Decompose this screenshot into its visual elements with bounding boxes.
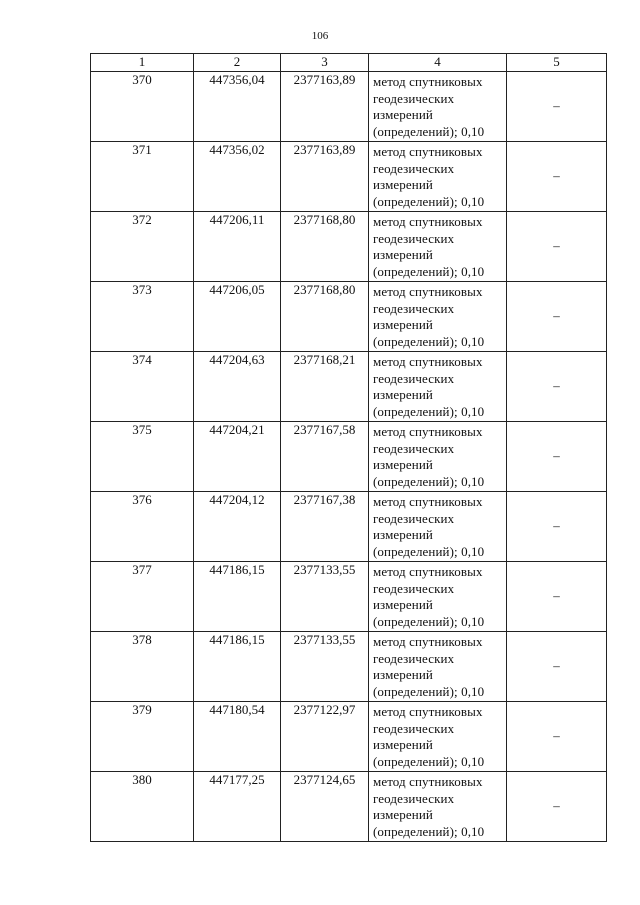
method-cell: метод спутниковых геодезических измерений (определений); 0,10	[369, 562, 507, 632]
y-coordinate-cell: 2377133,55	[281, 632, 369, 702]
table-row	[91, 492, 607, 562]
x-coordinate-cell: 447356,04	[194, 72, 281, 142]
page-number: 106	[311, 30, 329, 42]
y-coordinate-cell: 2377168,21	[281, 352, 369, 422]
point-number-cell: 370	[91, 72, 194, 142]
y-coordinate-cell: 2377168,80	[281, 282, 369, 352]
table-row	[91, 212, 607, 282]
method-cell: метод спутниковых геодезических измерений (определений); 0,10	[369, 632, 507, 702]
method-cell: метод спутниковых геодезических измерений (определений); 0,10	[369, 492, 507, 562]
method-cell: метод спутниковых геодезических измерений (определений); 0,10	[369, 702, 507, 772]
coordinates-table	[90, 53, 607, 842]
method-cell: метод спутниковых геодезических измерений (определений); 0,10	[369, 422, 507, 492]
point-number-cell: 380	[91, 772, 194, 842]
note-cell: –	[507, 772, 607, 842]
x-coordinate-cell: 447356,02	[194, 142, 281, 212]
point-number-cell: 372	[91, 212, 194, 282]
note-cell: –	[507, 212, 607, 282]
table-row	[91, 702, 607, 772]
table-row	[91, 282, 607, 352]
point-number-cell: 371	[91, 142, 194, 212]
table-row	[91, 632, 607, 702]
note-cell: –	[507, 702, 607, 772]
note-cell: –	[507, 282, 607, 352]
method-cell: метод спутниковых геодезических измерений (определений); 0,10	[369, 72, 507, 142]
table-header-row	[91, 54, 607, 72]
x-coordinate-cell: 447206,05	[194, 282, 281, 352]
point-number-cell: 379	[91, 702, 194, 772]
note-cell: –	[507, 562, 607, 632]
column-header-5: 5	[507, 54, 607, 72]
x-coordinate-cell: 447186,15	[194, 632, 281, 702]
method-cell: метод спутниковых геодезических измерений (определений); 0,10	[369, 772, 507, 842]
x-coordinate-cell: 447177,25	[194, 772, 281, 842]
column-header-3: 3	[281, 54, 369, 72]
y-coordinate-cell: 2377124,65	[281, 772, 369, 842]
note-cell: –	[507, 422, 607, 492]
y-coordinate-cell: 2377163,89	[281, 142, 369, 212]
table-row	[91, 562, 607, 632]
x-coordinate-cell: 447206,11	[194, 212, 281, 282]
note-cell: –	[507, 492, 607, 562]
note-cell: –	[507, 352, 607, 422]
point-number-cell: 373	[91, 282, 194, 352]
method-cell: метод спутниковых геодезических измерений (определений); 0,10	[369, 142, 507, 212]
table-row	[91, 772, 607, 842]
method-cell: метод спутниковых геодезических измерений (определений); 0,10	[369, 282, 507, 352]
point-number-cell: 377	[91, 562, 194, 632]
y-coordinate-cell: 2377163,89	[281, 72, 369, 142]
y-coordinate-cell: 2377122,97	[281, 702, 369, 772]
note-cell: –	[507, 142, 607, 212]
y-coordinate-cell: 2377167,58	[281, 422, 369, 492]
point-number-cell: 375	[91, 422, 194, 492]
point-number-cell: 376	[91, 492, 194, 562]
method-cell: метод спутниковых геодезических измерений (определений); 0,10	[369, 352, 507, 422]
x-coordinate-cell: 447186,15	[194, 562, 281, 632]
x-coordinate-cell: 447204,21	[194, 422, 281, 492]
note-cell: –	[507, 72, 607, 142]
y-coordinate-cell: 2377168,80	[281, 212, 369, 282]
y-coordinate-cell: 2377133,55	[281, 562, 369, 632]
column-header-1: 1	[91, 54, 194, 72]
x-coordinate-cell: 447204,12	[194, 492, 281, 562]
column-header-2: 2	[194, 54, 281, 72]
table-row	[91, 142, 607, 212]
table-row	[91, 352, 607, 422]
method-cell: метод спутниковых геодезических измерений (определений); 0,10	[369, 212, 507, 282]
point-number-cell: 378	[91, 632, 194, 702]
table-row	[91, 72, 607, 142]
x-coordinate-cell: 447180,54	[194, 702, 281, 772]
note-cell: –	[507, 632, 607, 702]
point-number-cell: 374	[91, 352, 194, 422]
table-row	[91, 422, 607, 492]
y-coordinate-cell: 2377167,38	[281, 492, 369, 562]
column-header-4: 4	[369, 54, 507, 72]
x-coordinate-cell: 447204,63	[194, 352, 281, 422]
